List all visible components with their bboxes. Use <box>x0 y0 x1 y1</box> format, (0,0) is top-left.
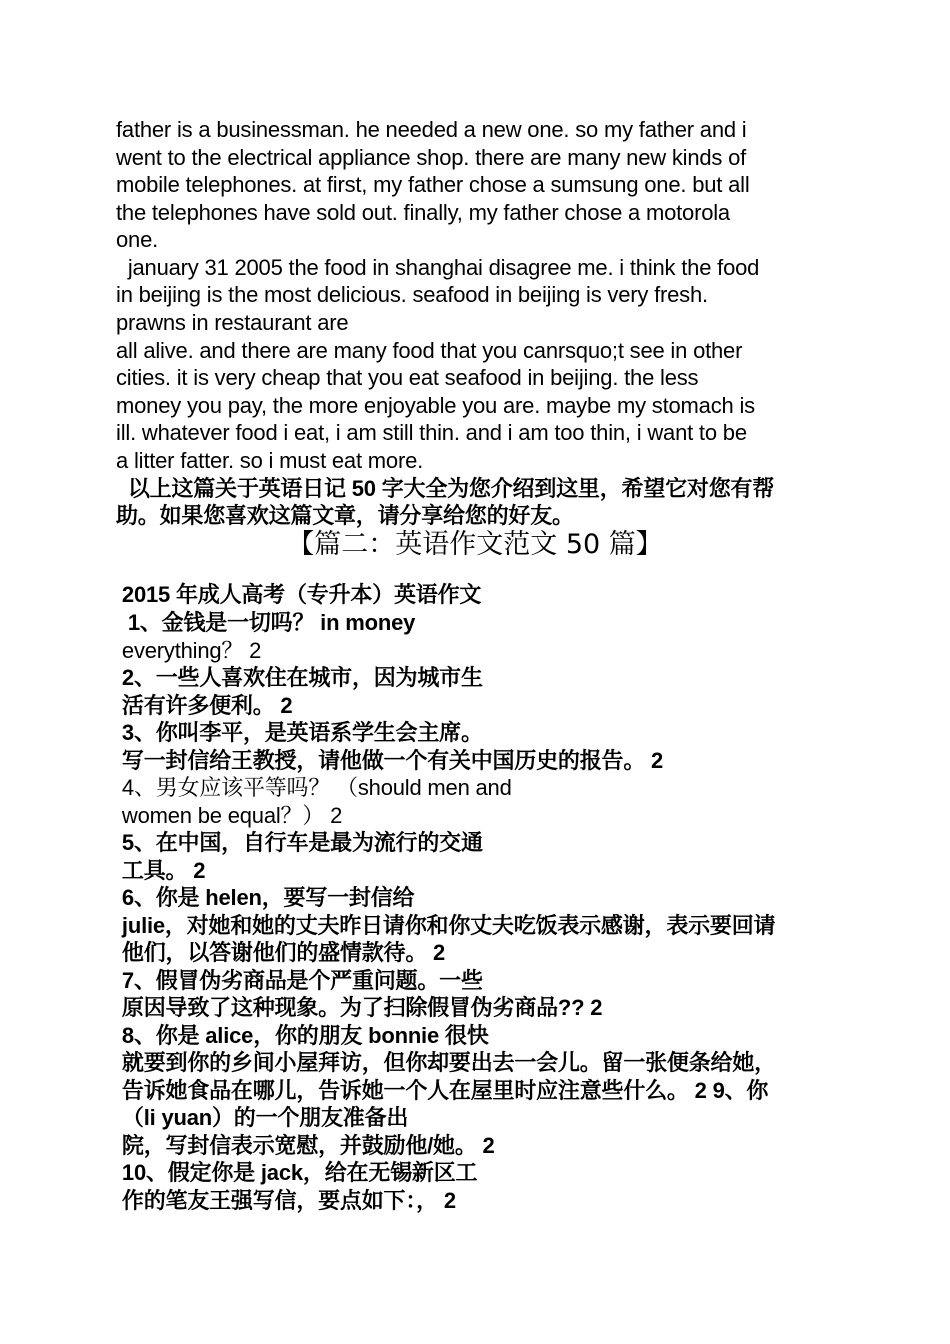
list-item: 4、男女应该平等吗？ （should men and <box>116 775 512 800</box>
diary-line: in beijing is the most delicious. seafood in beijing is very fresh. <box>116 282 708 307</box>
list-item: 5、在中国，自行车是最为流行的交通 <box>116 830 483 855</box>
diary-line: went to the electrical appliance shop. there are many new kinds of <box>116 145 747 170</box>
list-item: julie，对她和她的丈夫昨日请你和你丈夫吃饭表示感谢，表示要回请 <box>116 913 776 938</box>
list-item: 就要到你的乡间小屋拜访，但你却要出去一会儿。留一张便条给她， <box>116 1050 776 1075</box>
list-heading: 2015 年成人高考（专升本）英语作文 <box>116 582 482 607</box>
list-item: 他们，以答谢他们的盛情款待。 2 <box>116 940 446 965</box>
list-item: 10、假定你是 jack，给在无锡新区工 <box>116 1160 478 1185</box>
list-item: 2、一些人喜欢住在城市，因为城市生 <box>116 665 483 690</box>
list-item: 8、你是 alice，你的朋友 bonnie 很快 <box>116 1023 489 1048</box>
diary-line: all alive. and there are many food that you canrsquo;t see in other <box>116 338 743 363</box>
list-item: 6、你是 helen，要写一封信给 <box>116 885 415 910</box>
list-item: 工具。 2 <box>116 858 206 883</box>
diary-line: a litter fatter. so i must eat more. <box>116 448 424 473</box>
diary-line: the telephones have sold out. finally, my father chose a motorola <box>116 200 730 225</box>
list-item: 原因导致了这种现象。为了扫除假冒伪劣商品?? 2 <box>116 995 603 1020</box>
list-item: 1、金钱是一切吗？ in money <box>116 610 416 635</box>
list-item: women be equal？） 2 <box>116 803 343 828</box>
diary-line: father is a businessman. he needed a new one. so my father and i <box>116 117 747 142</box>
summary-line: 以上这篇关于英语日记 50 字大全为您介绍到这里，希望它对您有帮 <box>116 476 775 501</box>
diary-line: money you pay, the more enjoyable you are. maybe my stomach is <box>116 393 755 418</box>
diary-line: prawns in restaurant are <box>116 310 349 335</box>
list-item: 写一封信给王教授，请他做一个有关中国历史的报告。 2 <box>116 748 664 773</box>
diary-line: mobile telephones. at first, my father chose a sumsung one. but all <box>116 172 750 197</box>
diary-line: ill. whatever food i eat, i am still thin. and i am too thin, i want to be <box>116 420 747 445</box>
summary-line: 助。如果您喜欢这篇文章，请分享给您的好友。 <box>116 503 574 528</box>
diary-line: cities. it is very cheap that you eat seafood in beijing. the less <box>116 365 699 390</box>
list-item: 7、假冒伪劣商品是个严重问题。一些 <box>116 968 483 993</box>
list-item: 作的笔友王强写信，要点如下：， 2 <box>116 1188 456 1213</box>
diary-line: one. <box>116 227 159 252</box>
list-item: everything？ 2 <box>116 638 262 663</box>
list-item: 院，写封信表示宽慰，并鼓励他/她。 2 <box>116 1133 495 1158</box>
list-item: 3、你叫李平，是英语系学生会主席。 <box>116 720 483 745</box>
list-item: 活有许多便利。 2 <box>116 693 293 718</box>
section-title: 【篇二：英语作文范文 50 篇】 <box>287 529 663 560</box>
list-item: 告诉她食品在哪儿，告诉她一个人在屋里时应注意些什么。 2 9、你 <box>116 1078 769 1103</box>
list-item: （li yuan）的一个朋友准备出 <box>116 1105 409 1130</box>
diary-line: january 31 2005 the food in shanghai disagree me. i think the food <box>116 255 760 280</box>
